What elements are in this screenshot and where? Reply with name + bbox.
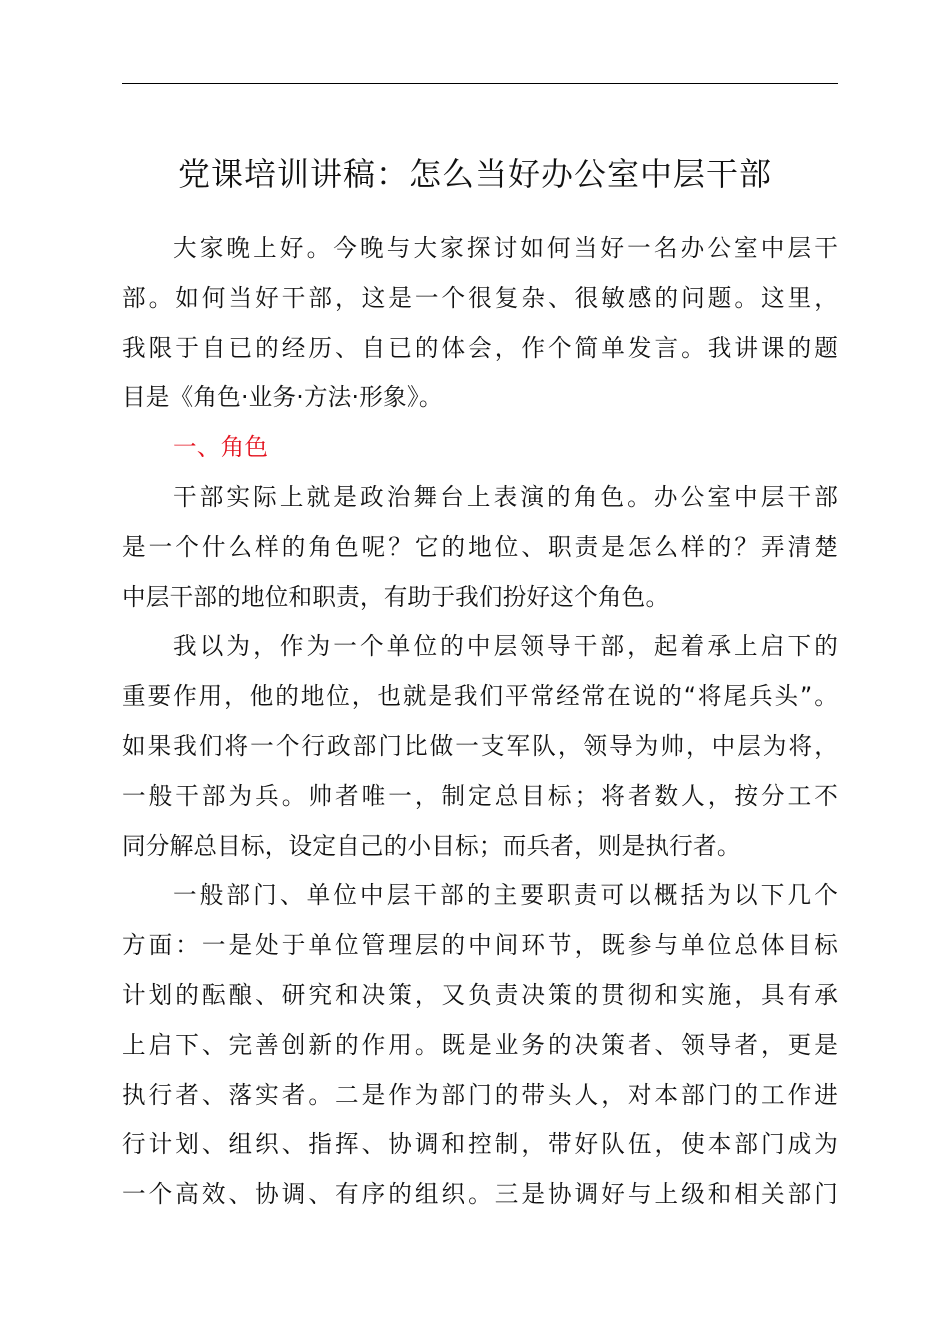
text-line: 行计划、组织、指挥、协调和控制，带好队伍，使本部门成为 (122, 1130, 838, 1159)
header-rule (122, 83, 838, 84)
text-line: 大家晚上好。今晚与大家探讨如何当好一名办公室中层干 (173, 234, 838, 262)
text-line: 我以为，作为一个单位的中层领导干部，起着承上启下的 (173, 632, 838, 661)
text-line: 执行者、落实者。二是作为部门的带头人，对本部门的工作进 (122, 1080, 838, 1109)
text-line: 一般干部为兵。帅者唯一，制定总目标；将者数人，按分工不 (122, 781, 838, 810)
text-line: 上启下、完善创新的作用。既是业务的决策者、领导者，更是 (122, 1030, 838, 1059)
document-body (122, 224, 838, 1220)
document-title: 党课培训讲稿：怎么当好办公室中层干部 (177, 155, 772, 193)
text-line: 同分解总目标，设定自己的小目标；而兵者，则是执行者。 (122, 831, 741, 860)
text-line: 目是《角色·业务·方法·形象》。 (122, 383, 443, 412)
text-line: 干部实际上就是政治舞台上表演的角色。办公室中层干部 (173, 482, 838, 511)
text-line: 一般部门、单位中层干部的主要职责可以概括为以下几个 (173, 881, 838, 910)
text-line: 计划的酝酿、研究和决策，又负责决策的贯彻和实施，具有承 (122, 980, 838, 1009)
section-heading: 一、角色 (173, 433, 269, 462)
text-line: 方面：一是处于单位管理层的中间环节，既参与单位总体目标 (122, 931, 838, 960)
text-line: 是一个什么样的角色呢？它的地位、职责是怎么样的？弄清楚 (122, 532, 838, 561)
text-line: 一个高效、协调、有序的组织。三是协调好与上级和相关部门 (122, 1180, 838, 1209)
text-line: 中层干部的地位和职责，有助于我们扮好这个角色。 (122, 582, 670, 611)
text-line: 重要作用，他的地位，也就是我们平常经常在说的“将尾兵头”。 (122, 682, 838, 711)
text-line: 部。如何当好干部，这是一个很复杂、很敏感的问题。这里， (122, 283, 838, 312)
text-line: 我限于自已的经历、自已的体会，作个简单发言。我讲课的题 (122, 333, 838, 362)
text-line: 如果我们将一个行政部门比做一支军队，领导为帅，中层为将， (122, 731, 838, 760)
